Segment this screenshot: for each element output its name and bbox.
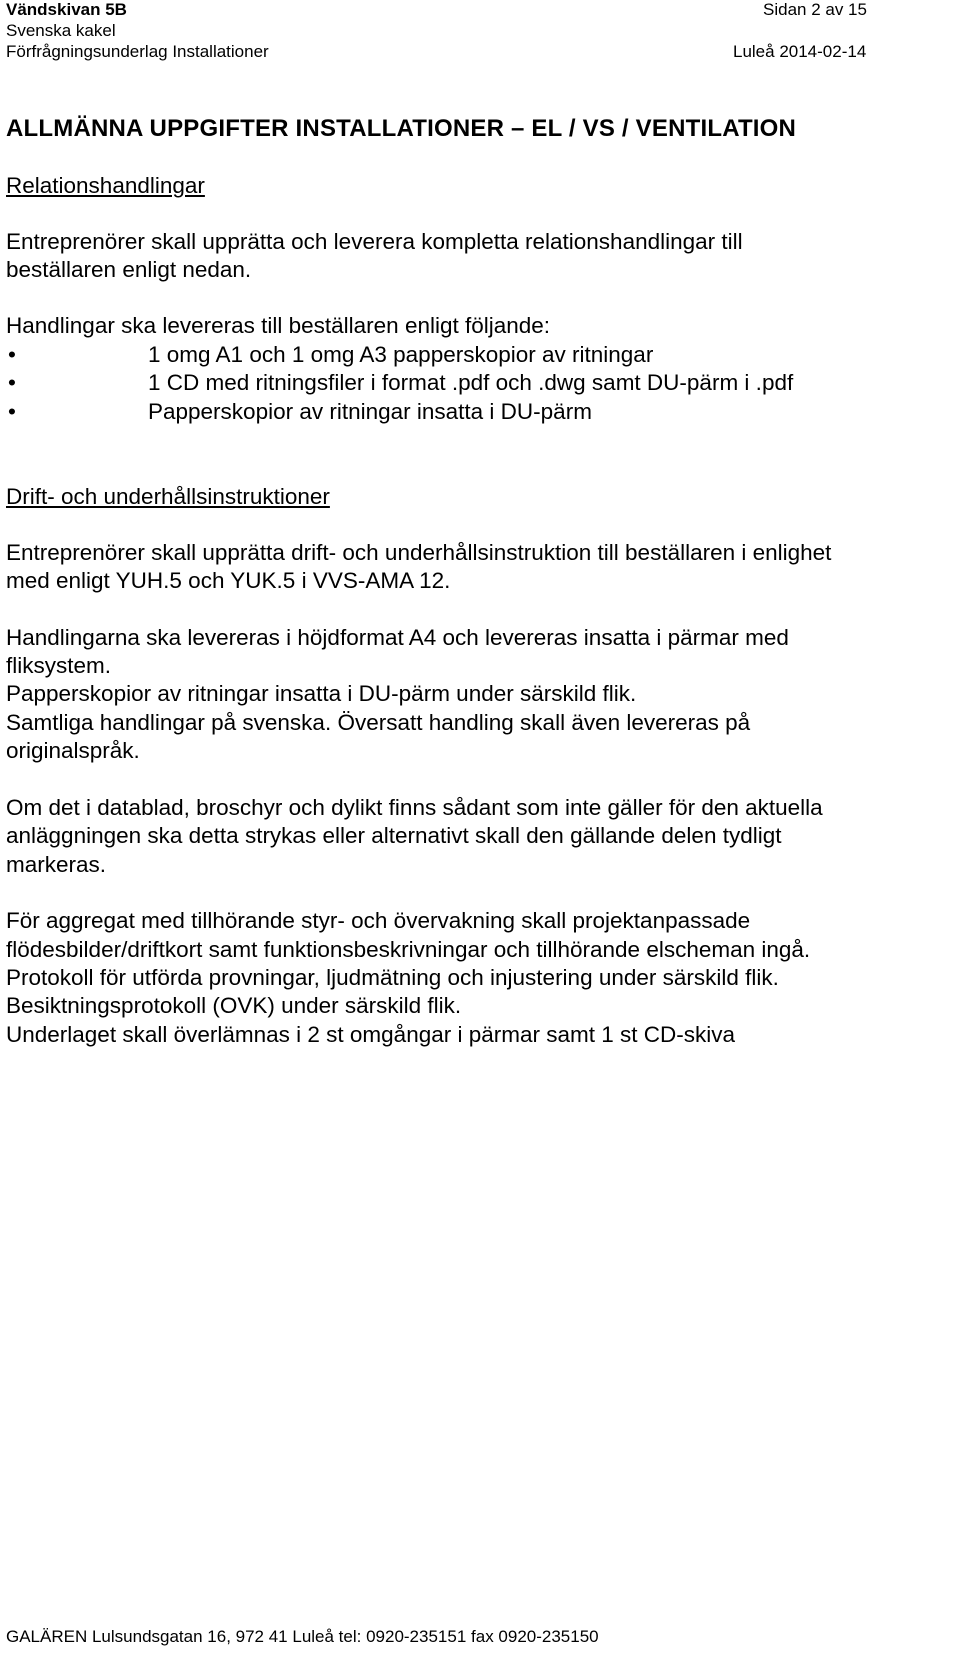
paragraph-line: med enligt YUH.5 och YUK.5 i VVS-AMA 12.: [6, 568, 451, 593]
paragraph-line: Om det i datablad, broschyr och dylikt finns sådant som inte gäller för den aktuella: [6, 795, 823, 820]
document-title: ALLMÄNNA UPPGIFTER INSTALLATIONER – EL / VS / VENTILATION: [6, 115, 797, 142]
list-intro: Handlingar ska levereras till beställaren enligt följande:: [6, 313, 551, 338]
section-heading-relationshandlingar: Relationshandlingar: [6, 173, 205, 198]
paragraph-line: beställaren enligt nedan.: [6, 257, 252, 282]
page-number: Sidan 2 av 15: [763, 0, 867, 19]
page-footer: GALÄREN Lulsundsgatan 16, 972 41 Luleå tel: 0920-235151 fax 0920-235150: [6, 1627, 599, 1646]
bullet-marker: •: [8, 342, 16, 367]
header-subtitle: Svenska kakel: [6, 21, 116, 40]
paragraph-line: Protokoll för utförda provningar, ljudmätning och injustering under särskild flik.: [6, 965, 779, 990]
paragraph-line: Underlaget skall överlämnas i 2 st omgångar i pärmar samt 1 st CD-skiva: [6, 1022, 736, 1047]
paragraph-line: Entreprenörer skall upprätta och leverera kompletta relationshandlingar till: [6, 229, 743, 254]
paragraph-line: fliksystem.: [6, 653, 112, 678]
paragraph-line: Handlingarna ska levereras i höjdformat A4 och levereras insatta i pärmar med: [6, 625, 789, 650]
paragraph-line: anläggningen ska detta strykas eller alternativt skall den gällande delen tydligt: [6, 823, 782, 848]
bullet-marker: •: [8, 399, 16, 424]
paragraph-line: Papperskopior av ritningar insatta i DU-pärm under särskild flik.: [6, 681, 637, 706]
paragraph-line: Samtliga handlingar på svenska. Översatt handling skall även levereras på: [6, 710, 751, 735]
paragraph-line: originalspråk.: [6, 738, 140, 763]
section-heading-drift-underhall: Drift- och underhållsinstruktioner: [6, 484, 330, 509]
project-name: Vändskivan 5B: [6, 0, 127, 19]
bullet-marker: •: [8, 370, 16, 395]
place-date: Luleå 2014-02-14: [733, 42, 867, 61]
paragraph-line: Entreprenörer skall upprätta drift- och underhållsinstruktion till beställaren i enlighet: [6, 540, 832, 565]
paragraph-line: För aggregat med tillhörande styr- och övervakning skall projektanpassade: [6, 908, 751, 933]
paragraph-line: markeras.: [6, 852, 107, 877]
bullet-item: Papperskopior av ritningar insatta i DU-pärm: [148, 399, 592, 424]
document-type: Förfrågningsunderlag Installationer: [6, 42, 269, 61]
paragraph-line: flödesbilder/driftkort samt funktionsbeskrivningar och tillhörande elscheman ingå.: [6, 937, 811, 962]
bullet-item: 1 CD med ritningsfiler i format .pdf och .dwg samt DU-pärm i .pdf: [148, 370, 794, 395]
bullet-item: 1 omg A1 och 1 omg A3 papperskopior av ritningar: [148, 342, 654, 367]
paragraph-line: Besiktningsprotokoll (OVK) under särskild flik.: [6, 993, 462, 1018]
